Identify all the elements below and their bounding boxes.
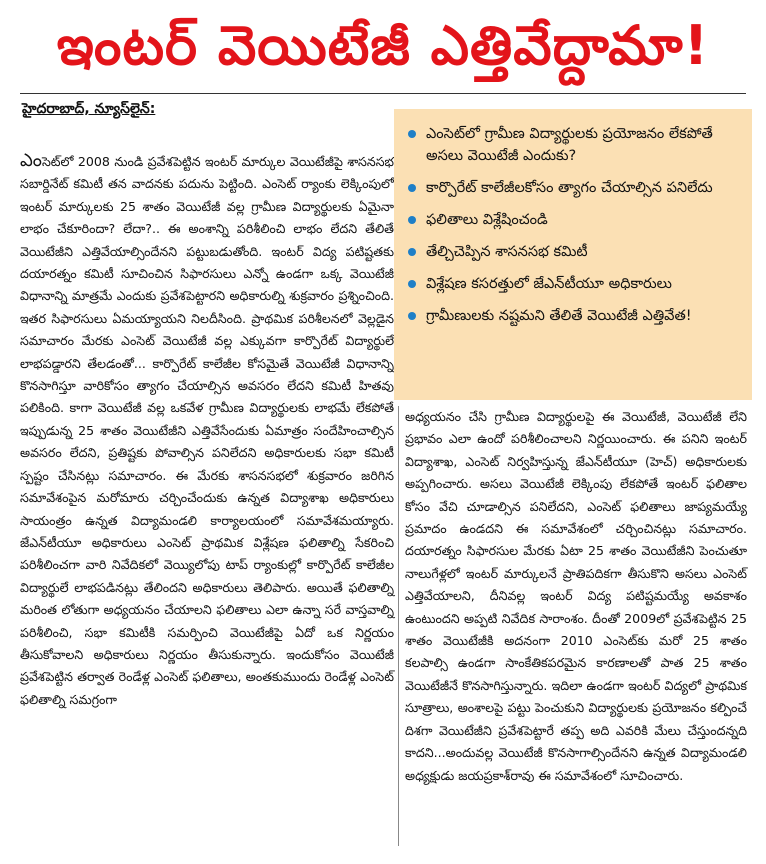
bullet-icon [408, 184, 416, 192]
bullet-icon [408, 130, 416, 138]
bullet-icon [408, 248, 416, 256]
highlight-item: ఎంసెట్‌లో గ్రామీణ విద్యార్థులకు ప్రయోజనం లేకపోతే అసలు వెయిటేజీ ఎందుకు? [406, 123, 740, 167]
highlight-item: కార్పొరేట్ కాలేజీలకోసం త్యాగం చేయాల్సిన పనిలేదు [406, 177, 740, 199]
article-body-right-column: అధ్యయనం చేసి గ్రామీణ విద్యార్థులపై ఈ వెయిటేజీ, వెయిటేజీ లేని ప్రభావం ఎలా ఉందో పరిశీలించాలని నిర్ణయించారు. ఈ పనిని ఇంటర్ విద్యాశాఖ, ఎంసెట్ నిర్వహిస్తున్న జేఎన్‌టీయూ (హెచ్) అధికారులకు అప్పగించారు. అసలు వెయిటేజీ లెక్కింపు లేకపోతే ఇంటర్ ఫలితాల కోసం వేచి చూడాల్సిన పనిలేదని, ఎంసెట్ ఫలితాలు జాప్యమయ్యే ప్రమాదం ఉండదని ఈ సమావేశంలో చర్చించినట్లు సమాచారం. దయారత్నం సిఫారసుల మేరకు ఏటా 25 శాతం వెయిటేజీని పెంచుతూ నాలుగేళ్లలో ఇంటర్ మార్కులనే ప్రాతిపదికగా తీసుకొని అసలు ఎంసెట్ ఎత్తివేయాలని, దీనివల్ల ఇంటర్ విద్య పటిష్టమయ్యే అవకాశం ఉంటుందని అప్పటి నివేదిక సారాంశం. దీంతో 2009లో ప్రవేశపెట్టిన 25 శాతం వెయిటేజీకి అదనంగా 2010 ఎంసెట్‌కు మరో 25 శాతం కలపాల్సి ఉండగా సాంకేతికపరమైన కారణాలతో పాత 25 శాతం వెయిటేజీనే కొనసాగిస్తున్నారు. ఇదిలా ఉండగా ఇంటర్ విద్యలో ప్రాథమిక సూత్రాలు, అంశాలపై పట్టు పెంచుకుని విద్యార్థులకు ప్రయోజనం కల్పించే దిశగా వెయిటేజీని ప్రవేశపెట్టారే తప్ప అది ఎవరికి మేలు చేస్తుందన్నది కాదని...అందువల్ల వెయిటేజీ కొనసాగాల్సిందేనని ఉన్నత విద్యామండలి అధ్యక్షుడు జయప్రకాశ్‌రావు ఈ సమావేశంలో సూచించారు. [405, 409, 747, 783]
column-divider [398, 406, 399, 846]
bullet-icon [408, 216, 416, 224]
bullet-icon [408, 312, 416, 320]
headline: ఇంటర్ వెయిటేజీ ఎత్తివేద్దామా! [56, 14, 710, 77]
highlight-item: తేల్చిచెప్పిన శాసనసభ కమిటీ [406, 241, 740, 263]
bullet-icon [408, 280, 416, 288]
highlight-item: ఫలితాలు విశ్లేషించండి [406, 209, 740, 231]
highlight-item: గ్రామీణులకు నష్టమని తేలితే వెయిటేజీ ఎత్తివేత! [406, 305, 740, 327]
article-body-left-column: ఎంసెట్‌లో 2008 నుండి ప్రవేశపెట్టిన ఇంటర్ మార్కుల వెయిటేజీపై శాసనసభ సబార్డినేట్ కమిటీ తన వాదనకు పదును పెట్టింది. ఎంసెట్ ర్యాంకు లెక్కింపులో ఇంటర్ మార్కులకు 25 శాతం వెయిటేజీ వల్ల గ్రామీణ విద్యార్థులకు ఏమైనా లాభం చేకూరిందా? లేదా?.. ఈ అంశాన్ని పరిశీలించి లాభం లేదని తేలితే వెయిటేజీని ఎత్తివేయాల్సిందేనని పట్టుబడుతోంది. ఇంటర్ విద్య పటిష్టతకు దయారత్నం కమిటీ సూచించిన సిఫారసులు ఎన్నో ఉండగా ఒక్క వెయిటేజీ విధానాన్ని మాత్రమే ఎందుకు ప్రవేశపెట్టారని అధికారుల్ని శుక్రవారం ప్రశ్నించింది. ఇతర సిఫారసులు ఏమయ్యాయని నిలదీసింది. ప్రాథమిక పరిశీలనలో వెల్లడైన సమాచారం మేరకు ఎంసెట్ వెయిటేజీ వల్ల ఎక్కువగా కార్పొరేట్ విద్యార్థులే లాభపడ్డారని తేలడంతో... కార్పొరేట్ కాలేజీల కోసమైతే వెయిటేజీ విధానాన్ని కొనసాగిస్తూ వారికోసం త్యాగం చేయాల్సిన అవసరం లేదని కమిటీ హితవు పలికింది. కాగా వెయిటేజీ వల్ల ఒకవేళ గ్రామీణ విద్యార్థులకు లాభమే లేకపోతే ఇప్పుడున్న 25 శాతం వెయిటేజీని ఎత్తివేసేందుకు ఏమాత్రం సందేహించాల్సిన అవసరం లేదని, ప్రతిష్టకు పోవాల్సిన పనిలేదని అధికారులకు సభా కమిటీ స్పష్టం చేసినట్లు సమాచారం. ఈ మేరకు శాసనసభలో శుక్రవారం జరిగిన సమావేశంపైన మరోమారు చర్చించేందుకు ఉన్నత విద్యాశాఖ అధికారులు సాయంత్రం ఉన్నత విద్యామండలి కార్యాలయంలో సమావేశమయ్యారు. జేఎన్‌టీయూ అధికారులు ఎంసెట్ ప్రాథమిక విశ్లేషణ ఫలితాల్ని సేకరించి పరిశీలించగా వారి నివేదికలో వెయ్యిలోపు టాప్ ర్యాంకుల్లో కార్పొరేట్ కాలేజీల విద్యార్థులే లాభపడినట్లు తేలిందని అధికారులు తెలిపారు. అయితే ఫలితాల్ని మరింత లోతుగా అధ్యయనం చేయాలని ఫలితాలు ఎలా ఉన్నా సరే వాస్తవాల్ని పరిశీలించి, సభా కమిటీకి సమర్పించి వెయిటేజీపై ఏదో ఒక నిర్ణయం తీసుకోవాలని అధికారులు నిర్ణయం తీసుకున్నారు. ఇందుకోసం వెయిటేజీ ప్రవేశపెట్టిన తర్వాత రెండేళ్ల ఎంసెట్ ఫలితాలు, అంతకుముందు రెండేళ్ల ఎంసెట్ ఫలితాల్ని సమగ్రంగా [20, 150, 394, 707]
highlight-item: విశ్లేషణ కసరత్తులో జేఎన్‌టీయూ అధికారులు [406, 273, 740, 295]
dateline: హైదరాబాద్, న్యూస్‌లైన్: [22, 101, 156, 117]
highlights-box [394, 109, 752, 400]
headline-rule [20, 93, 746, 94]
